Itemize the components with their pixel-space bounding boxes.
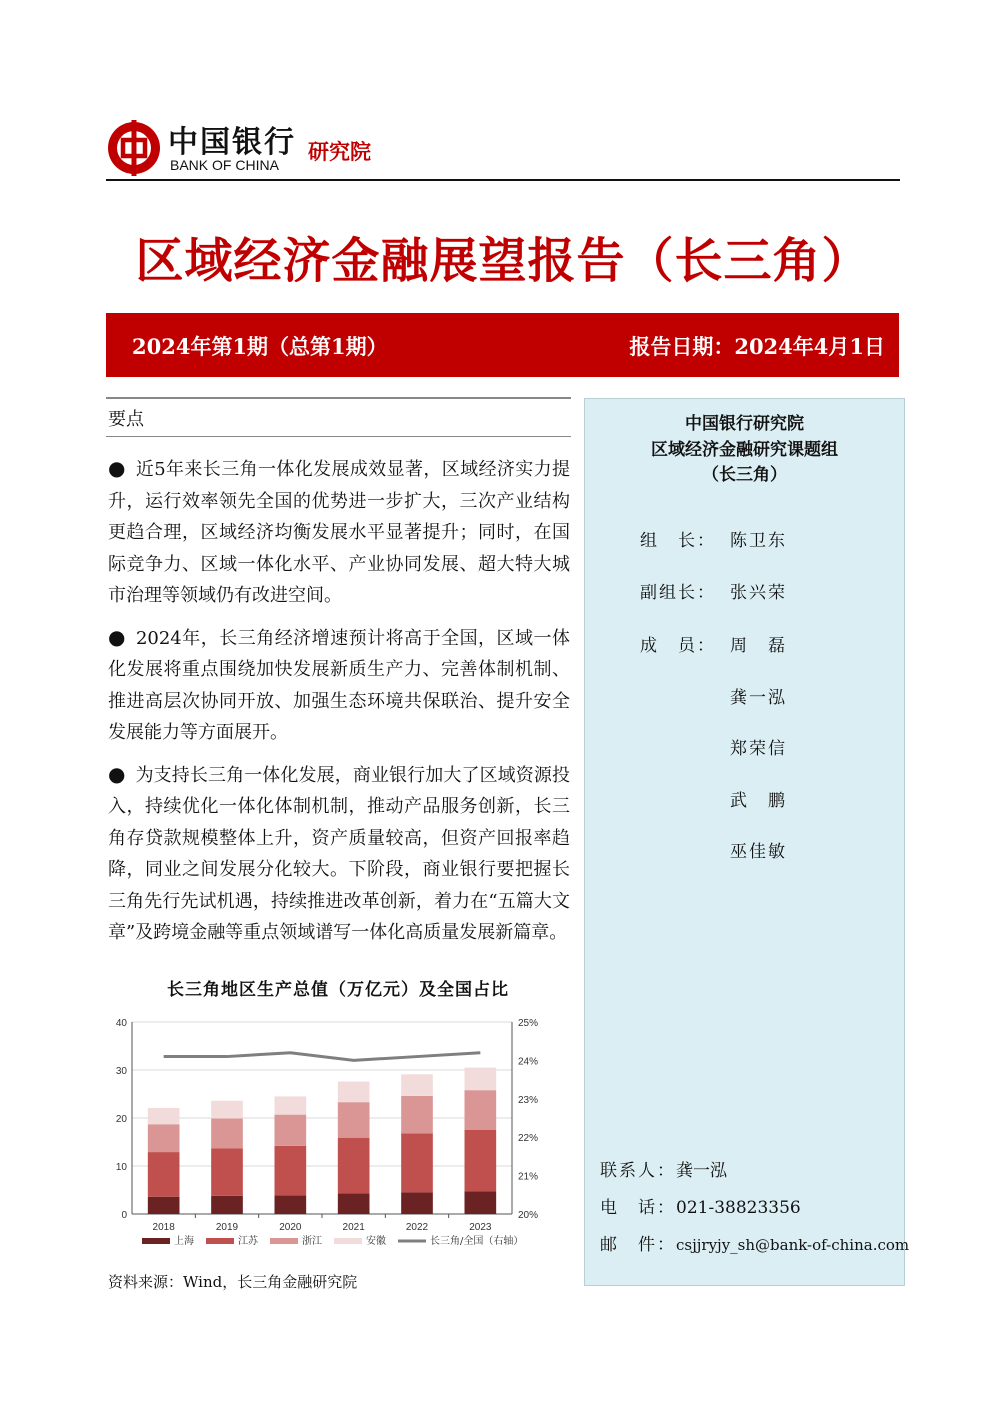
bar-segment xyxy=(148,1108,180,1124)
logo-english-name: BANK OF CHINA xyxy=(170,157,279,173)
institute-name: 研究院 xyxy=(308,139,371,164)
bullet-icon: ● xyxy=(108,761,126,786)
y2-tick-label: 21% xyxy=(518,1171,539,1183)
y2-tick-label: 20% xyxy=(518,1210,539,1221)
member-name: 武 鹏 xyxy=(730,791,787,811)
x-tick-label: 2023 xyxy=(469,1222,492,1233)
report-date: 报告日期：2024年4月1日 xyxy=(629,334,885,359)
legend-swatch xyxy=(270,1238,298,1244)
bar-segment xyxy=(338,1102,370,1138)
bar-segment xyxy=(401,1096,433,1133)
legend-label: 浙江 xyxy=(302,1236,322,1247)
key-points-bottom-rule xyxy=(106,436,571,437)
x-tick-label: 2021 xyxy=(342,1222,365,1233)
y2-tick-label: 25% xyxy=(518,1018,539,1029)
y-tick-label: 10 xyxy=(115,1162,127,1173)
bar-segment xyxy=(465,1068,497,1091)
legend-label: 安徽 xyxy=(366,1236,386,1247)
bar-segment xyxy=(465,1090,497,1130)
y-tick-label: 20 xyxy=(115,1114,127,1125)
legend-swatch xyxy=(142,1238,170,1244)
bar-segment xyxy=(211,1148,243,1196)
member-name: 郑荣信 xyxy=(730,739,787,759)
key-point-item: ● 近5年来长三角一体化发展成效显著，区域经济实力提升，运行效率领先全国的优势进一步扩大，三次产业结构更趋合理，区域经济均衡发展水平显著提升；同时，在国际竞争力、区域一体化水平、产业协同发展、超大特大城市治理等领域仍有改进空间。 xyxy=(108,456,571,606)
y2-tick-label: 22% xyxy=(518,1133,539,1145)
deputy-name: 张兴荣 xyxy=(730,583,787,603)
panel-org: 中国银行研究院 xyxy=(685,414,804,434)
bar-segment xyxy=(338,1193,370,1214)
legend-label: 长三角/全国（右轴） xyxy=(430,1236,524,1247)
leader-name: 陈卫东 xyxy=(730,531,787,551)
member-name: 巫佳敏 xyxy=(730,842,787,862)
key-points-top-rule xyxy=(106,397,571,399)
x-tick-label: 2020 xyxy=(279,1222,302,1233)
bar-segment xyxy=(275,1115,307,1146)
bar-segment xyxy=(211,1118,243,1148)
y2-tick-label: 24% xyxy=(518,1056,539,1068)
bar-segment xyxy=(275,1146,307,1195)
key-point-item: ● 2024年，长三角经济增速预计将高于全国，区域一体化发展将重点围绕加快发展新质生产力、完善体制机制、推进高层次协同开放、加强生态环境共保联治、提升安全发展能力等方面展开。 xyxy=(108,624,571,743)
bar-segment xyxy=(148,1197,180,1214)
panel-region: （长三角） xyxy=(702,465,787,485)
contact-person: 联系人：龚一泓 xyxy=(600,1161,727,1181)
header-divider xyxy=(106,179,900,181)
bar-segment xyxy=(401,1192,433,1214)
chart-source: 资料来源：Wind，长三角金融研究院 xyxy=(108,1273,358,1291)
panel-group: 区域经济金融研究课题组 xyxy=(651,440,838,460)
y-tick-label: 30 xyxy=(115,1066,127,1077)
leader-label: 组 长： xyxy=(640,531,716,551)
logo-chinese-name: 中国银行 xyxy=(168,125,296,160)
gdp-stacked-bar-chart xyxy=(100,1008,560,1258)
legend-swatch xyxy=(334,1238,362,1244)
y-tick-label: 40 xyxy=(115,1018,127,1029)
legend-label: 江苏 xyxy=(238,1236,258,1247)
bullet-icon: ● xyxy=(108,624,126,649)
bank-of-china-logo-icon xyxy=(106,120,162,176)
legend-swatch xyxy=(206,1238,234,1244)
key-points-title: 要点 xyxy=(108,409,144,430)
bar-segment xyxy=(211,1101,243,1119)
research-team-panel xyxy=(584,398,910,1286)
x-tick-label: 2019 xyxy=(215,1222,239,1233)
bar-segment xyxy=(148,1152,180,1197)
issue-number: 2024年第1期（总第1期） xyxy=(132,334,388,359)
bar-segment xyxy=(401,1074,433,1096)
bar-segment xyxy=(465,1191,497,1214)
deputy-label: 副组长： xyxy=(640,583,716,603)
chart-title: 长三角地区生产总值（万亿元）及全国占比 xyxy=(167,980,509,1000)
contact-phone: 电 话：021-38823356 xyxy=(600,1198,801,1218)
report-title: 区域经济金融展望报告（长三角） xyxy=(135,233,871,289)
members-label: 成 员： xyxy=(640,636,716,656)
legend-label: 上海 xyxy=(174,1236,194,1247)
bar-segment xyxy=(338,1082,370,1103)
x-tick-label: 2022 xyxy=(405,1222,429,1233)
key-point-item: ● 为支持长三角一体化发展，商业银行加大了区域资源投入，持续优化一体化体制机制，推动产品服务创新，长三角存贷款规模整体上升，资产质量较高，但资产回报率趋降，同业之间发展分化较大。下阶段，商业银行要把握长三角先行先试机遇，持续推进改革创新，着力在“五篇大文章”及跨境金融等重点领域谱写一体化高质量发展新篇章。 xyxy=(108,761,571,943)
y-tick-label: 0 xyxy=(121,1210,127,1221)
bar-segment xyxy=(275,1096,307,1114)
bar-segment xyxy=(465,1130,497,1191)
bar-segment xyxy=(401,1133,433,1192)
bar-segment xyxy=(148,1124,180,1152)
key-points-list xyxy=(108,453,570,959)
contact-email: 邮 件：csjjryjy_sh@bank-of-china.com xyxy=(600,1235,910,1255)
bar-segment xyxy=(338,1138,370,1194)
x-tick-label: 2018 xyxy=(152,1222,175,1233)
member-name: 龚一泓 xyxy=(730,688,787,708)
y2-tick-label: 23% xyxy=(518,1094,539,1106)
issue-banner xyxy=(106,313,899,377)
bar-segment xyxy=(275,1195,307,1214)
share-line xyxy=(164,1053,481,1061)
bullet-icon: ● xyxy=(108,456,126,480)
bar-segment xyxy=(211,1196,243,1214)
member-name: 周 磊 xyxy=(730,636,787,656)
